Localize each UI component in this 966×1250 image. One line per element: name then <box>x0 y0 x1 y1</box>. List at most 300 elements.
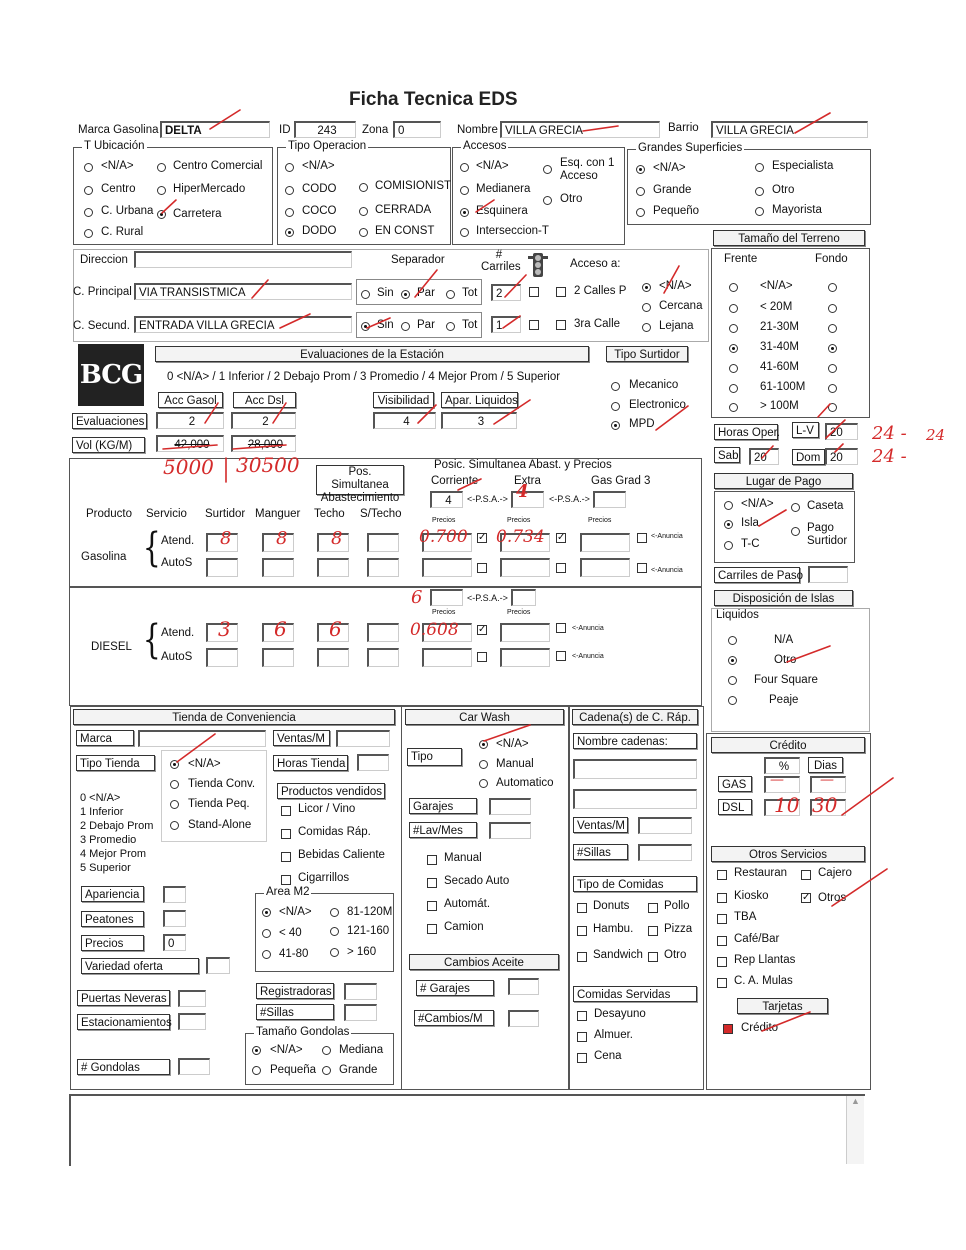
islas-radio-na[interactable] <box>728 636 737 645</box>
page-title: Ficha Tecnica EDS <box>349 89 518 110</box>
area-radio-40[interactable] <box>262 929 271 938</box>
tienda-ventas-label: Ventas/M <box>273 730 330 746</box>
terreno-frente-radio-2[interactable] <box>729 324 738 333</box>
area-radio-na[interactable] <box>262 908 271 917</box>
liquidos-label: Liquidos <box>716 609 759 621</box>
cw-check-label-1: Secado Auto <box>444 875 510 887</box>
dom-field[interactable]: 20 <box>825 448 858 465</box>
accesoa-radio-cercana[interactable] <box>642 303 651 312</box>
gs-radio-pequeno[interactable] <box>636 208 645 217</box>
sep-s-sin-label: Sin <box>377 319 394 331</box>
tienda-radio-conv[interactable] <box>170 780 179 789</box>
accesoa-radio-na[interactable] <box>642 283 651 292</box>
cb-producto-0[interactable] <box>281 806 291 816</box>
gs-radio-otro[interactable] <box>755 187 764 196</box>
ubic-radio-na[interactable] <box>84 163 93 172</box>
sep-s-sin[interactable] <box>361 322 370 331</box>
hand-dsl-val-2: 6 <box>329 617 342 641</box>
gas-anuncia-1: <-Anuncia <box>651 533 683 540</box>
corriente-label: Corriente <box>431 475 479 487</box>
acc-dsl-label: Acc Dsl <box>233 392 296 408</box>
tienda-header: Tienda de Conveniencia <box>73 709 395 725</box>
cb-carril-p1[interactable] <box>529 287 539 297</box>
tienda-radio-na[interactable] <box>170 760 179 769</box>
grandes-sup-legend: Grandes Superficies <box>638 142 743 154</box>
corriente-pos-field[interactable]: 4 <box>430 491 463 508</box>
acc-radio-esquinera[interactable] <box>460 208 469 217</box>
tipoop-radio-coco[interactable] <box>285 208 294 217</box>
col-servicio: Servicio <box>146 508 187 520</box>
apariencia-field[interactable] <box>163 886 186 903</box>
dsl-precio-b-1[interactable] <box>500 648 550 667</box>
posic-label: Posic. Simultanea Abast. y Precios <box>434 459 612 471</box>
col-producto: Producto <box>86 508 133 520</box>
notes-scrollbar[interactable] <box>846 1096 864 1164</box>
c-secund-field[interactable]: ENTRADA VILLA GRECIA <box>134 316 352 333</box>
hand-horas-weekend: 24 - <box>872 446 907 467</box>
servida-label-2: Cena <box>594 1050 622 1062</box>
gas-cell-1-2[interactable] <box>317 558 349 577</box>
col-manguer: Manguer <box>255 508 301 520</box>
cb-gas-corr-anuncia[interactable]: ✓ <box>478 532 487 543</box>
cb-gas-extra-anuncia[interactable]: ✓ <box>557 532 566 543</box>
gs-label-especialista: Especialista <box>772 160 834 172</box>
islas-header: Disposición de Islas <box>714 590 853 606</box>
cb-servida-2[interactable] <box>577 1053 587 1063</box>
visibilidad-field[interactable]: 4 <box>373 412 436 429</box>
diesel-pos-field-2[interactable] <box>511 589 536 606</box>
islas-label-na: N/A <box>774 634 794 646</box>
terreno-option-4: 41-60M <box>760 361 799 373</box>
label-kiosko: Kiosko <box>734 890 769 902</box>
cb-gas-g3-anuncia[interactable] <box>637 533 647 543</box>
terreno-fondo-radio-4[interactable] <box>828 364 837 373</box>
tienda-label-na: <N/A> <box>188 758 221 770</box>
terreno-fondo-radio-0[interactable] <box>828 283 837 292</box>
barrio-label: Barrio <box>668 122 699 134</box>
tienda-label-peq: Tienda Peq. <box>188 798 250 810</box>
cb-tba[interactable] <box>717 914 727 924</box>
gas-atend-label: Atend. <box>161 535 195 547</box>
ubic-radio-hiper[interactable] <box>157 186 166 195</box>
islas-radio-peaje[interactable] <box>728 696 737 705</box>
c-secund-label: C. Secund. <box>73 320 130 332</box>
gond-radio-na[interactable] <box>252 1046 261 1055</box>
col-surtidor: Surtidor <box>205 508 246 520</box>
islas-label-otro: Otro <box>774 654 797 666</box>
tienda-marca-label: Marca <box>76 730 134 746</box>
tipoop-label-comis: COMISIONIST <box>375 180 452 192</box>
terreno-fondo-radio-6[interactable] <box>828 403 837 412</box>
carriles-paso-field[interactable] <box>808 566 848 583</box>
gond-label-grande: Grande <box>339 1064 378 1076</box>
cw-check-label-3: Camion <box>444 921 484 933</box>
cb-tipo-comida-5[interactable] <box>648 952 658 962</box>
marca-label: Marca Gasolina <box>78 124 159 136</box>
tienda-label-stand: Stand-Alone <box>188 819 252 831</box>
cadenas-header: Cadena(s) de C. Ráp. <box>572 709 698 725</box>
pos-sim-label: Pos. Simultanea Abastecimiento <box>316 465 404 495</box>
ubic-label-hiper: HiperMercado <box>173 183 246 195</box>
nombre-field[interactable]: VILLA GRECIA <box>500 121 660 138</box>
id-field[interactable]: 243 <box>294 121 356 138</box>
cb-gas-autos-3[interactable] <box>637 563 647 573</box>
cb-dsl-autos-2[interactable] <box>556 651 566 661</box>
terreno-fondo-radio-3[interactable] <box>828 344 837 353</box>
estac-label: Estacionamientos <box>77 1014 170 1030</box>
diesel-pos-field[interactable] <box>430 589 463 606</box>
terreno-frente-radio-4[interactable] <box>729 364 738 373</box>
tipoop-label-cerrada: CERRADA <box>375 204 432 216</box>
pago-radio-tc[interactable] <box>724 541 733 550</box>
acc-label-esquinera: Esquinera <box>476 205 528 217</box>
dsl-cell-1-1[interactable] <box>262 648 294 667</box>
zona-field[interactable]: 0 <box>393 121 441 138</box>
gas-precio-extra-1[interactable] <box>500 558 550 577</box>
sep-s-tot[interactable] <box>446 322 455 331</box>
tienda-scale-3: 3 Promedio <box>80 834 137 846</box>
carriles-label: # Carriles <box>481 249 521 273</box>
sep-p-tot[interactable] <box>446 290 455 299</box>
cb-tipo-comida-4[interactable] <box>577 952 587 962</box>
scroll-up-icon[interactable]: ▲ <box>851 1096 860 1106</box>
gas-precio-g3-1[interactable] <box>580 558 630 577</box>
ubic-radio-cc[interactable] <box>157 163 166 172</box>
tienda-sillas-field[interactable] <box>344 1004 377 1021</box>
producto-label-0: Licor / Vino <box>298 803 356 815</box>
hand-credito-gas-dias: — <box>820 772 834 788</box>
gas-cell-0-3[interactable] <box>367 533 399 552</box>
tipo-tienda-label: Tipo Tienda <box>76 755 155 771</box>
cb-tipo-comida-2[interactable] <box>577 926 587 936</box>
dsl-cell-0-3[interactable] <box>367 623 399 642</box>
ubic-radio-centro[interactable] <box>84 186 93 195</box>
peatones-field[interactable] <box>163 910 186 927</box>
acc-radio-intersec[interactable] <box>460 228 469 237</box>
cw-label-na: <N/A> <box>496 738 529 750</box>
terreno-frente-radio-3[interactable] <box>729 344 738 353</box>
gond-radio-pequena[interactable] <box>252 1066 261 1075</box>
cadenas-sillas-label: #Sillas <box>573 844 628 860</box>
cw-radio-manual[interactable] <box>479 760 488 769</box>
terreno-fondo-radio-2[interactable] <box>828 324 837 333</box>
sab-field[interactable]: 20 <box>749 448 779 465</box>
dsl-cell-1-0[interactable] <box>206 648 238 667</box>
acc-radio-otro[interactable] <box>543 196 552 205</box>
dsl-cell-1-3[interactable] <box>367 648 399 667</box>
cadenas-ventas-field[interactable] <box>638 817 692 834</box>
cw-label-auto: Automatico <box>496 777 554 789</box>
terreno-option-3: 31-40M <box>760 341 799 353</box>
tipoop-radio-na[interactable] <box>285 163 294 172</box>
terreno-option-2: 21-30M <box>760 321 799 333</box>
ubic-label-na: <N/A> <box>101 160 134 172</box>
gond-label-na: <N/A> <box>270 1044 303 1056</box>
area-label-40: < 40 <box>279 927 302 939</box>
hand-extra-pos: 4 <box>516 481 529 502</box>
accesoa-label-na: <N/A> <box>659 280 692 292</box>
barrio-field[interactable]: VILLA GRECIA <box>711 121 868 138</box>
registradoras-field[interactable] <box>344 983 377 1000</box>
num-gondolas-field[interactable] <box>178 1058 210 1075</box>
islas-group <box>711 608 870 732</box>
nombre-label: Nombre <box>457 124 498 136</box>
cb-servida-0[interactable] <box>577 1011 587 1021</box>
lugar-pago-header: Lugar de Pago <box>714 473 853 489</box>
accesoa-label-lejana: Lejana <box>659 320 694 332</box>
label-tba: TBA <box>734 911 757 923</box>
gond-radio-grande[interactable] <box>322 1066 331 1075</box>
terreno-fondo-radio-5[interactable] <box>828 384 837 393</box>
area-radio-160[interactable] <box>330 948 339 957</box>
accesos-legend: Accesos <box>463 140 507 152</box>
cb-tipo-comida-3[interactable] <box>648 926 658 936</box>
acc-label-na: <N/A> <box>476 160 509 172</box>
tienda-radio-peq[interactable] <box>170 800 179 809</box>
tienda-ventas-field[interactable] <box>336 730 390 747</box>
tipoop-radio-enconst[interactable] <box>359 228 368 237</box>
gasolina-label: Gasolina <box>81 551 127 563</box>
lv-field[interactable]: 20 <box>825 423 858 440</box>
c-principal-field[interactable]: VIA TRANSISTMICA <box>134 283 352 300</box>
servida-label-1: Almuer. <box>594 1029 633 1041</box>
grad3-pos-field[interactable] <box>593 491 626 508</box>
terreno-frente-radio-0[interactable] <box>729 283 738 292</box>
cb-gas-autos-2[interactable] <box>556 563 566 573</box>
acc-dsl-field[interactable]: 2 <box>231 412 296 429</box>
gas-grad3-label: Gas Grad 3 <box>591 475 651 487</box>
gas-cell-1-0[interactable] <box>206 558 238 577</box>
variedad-field[interactable] <box>206 957 230 974</box>
cadenas-sillas-field[interactable] <box>638 844 692 861</box>
notes-area[interactable] <box>69 1094 865 1166</box>
surtidor-radio-electronico[interactable] <box>611 402 620 411</box>
marca-field[interactable]: DELTA <box>160 121 270 138</box>
cb-gas-autos-1[interactable] <box>477 563 487 573</box>
puertas-field[interactable] <box>178 990 206 1007</box>
terreno-fondo-radio-1[interactable] <box>828 304 837 313</box>
area-radio-41[interactable] <box>262 950 271 959</box>
area-label-na: <N/A> <box>279 906 312 918</box>
terreno-frente-radio-5[interactable] <box>729 384 738 393</box>
dsl-precio-1[interactable] <box>422 648 472 667</box>
area-label-41: 41-80 <box>279 948 309 960</box>
cb-dsl-anuncia-1[interactable]: ✓ <box>478 624 487 635</box>
gas-cell-1-1[interactable] <box>262 558 294 577</box>
cb-cafebar[interactable] <box>717 936 727 946</box>
carriles-principal-field[interactable]: 2 <box>491 284 521 301</box>
tipoop-label-na: <N/A> <box>302 160 335 172</box>
gas-precio-corr-1[interactable] <box>422 558 472 577</box>
gas-autos-label: AutoS <box>161 557 193 569</box>
pago-radio-surtidor[interactable] <box>791 527 800 536</box>
sep-p-tot-label: Tot <box>462 287 478 299</box>
acc-radio-medianera[interactable] <box>460 186 469 195</box>
tienda-radio-stand[interactable] <box>170 821 179 830</box>
cw-lav-label: #Lav/Mes <box>409 822 477 838</box>
cb-cw-2[interactable] <box>427 901 437 911</box>
precios-label-3: Precios <box>588 517 612 524</box>
sab-label: Sab <box>714 447 740 463</box>
tipoop-radio-cerrada[interactable] <box>359 207 368 216</box>
surtidor-radio-mpd[interactable] <box>611 421 620 430</box>
acc-radio-na[interactable] <box>460 163 469 172</box>
tipoop-radio-comis[interactable] <box>359 183 368 192</box>
tienda-scale-5: 5 Superior <box>80 862 131 874</box>
pago-radio-na[interactable] <box>724 501 733 510</box>
cb-restauran[interactable] <box>717 870 727 880</box>
accesoa-radio-lejana[interactable] <box>642 323 651 332</box>
area-radio-121[interactable] <box>330 927 339 936</box>
horas-tienda-field[interactable] <box>357 754 389 771</box>
cb-2calles[interactable] <box>556 287 566 297</box>
tipoop-radio-dodo[interactable] <box>285 228 294 237</box>
cambios-mes-field[interactable] <box>508 1010 539 1027</box>
dsl-cell-1-2[interactable] <box>317 648 349 667</box>
gs-radio-especialista[interactable] <box>755 163 764 172</box>
gond-radio-mediana[interactable] <box>322 1046 331 1055</box>
cb-dsl-autos-1[interactable] <box>477 652 487 662</box>
cb-tipo-comida-0[interactable] <box>577 903 587 913</box>
cb-dsl-anuncia-2[interactable] <box>556 623 566 633</box>
psa-label-1: <-P.S.A.-> <box>467 494 508 504</box>
cb-producto-2[interactable] <box>281 852 291 862</box>
tipo-comidas-label: Tipo de Comidas <box>573 876 697 892</box>
cb-cajero[interactable] <box>801 870 811 880</box>
vol-gas-field[interactable]: 42,000 <box>156 435 224 452</box>
pago-label-surtidor: Pago Surtidor <box>807 522 848 547</box>
tienda-precios-label: Precios <box>81 935 144 951</box>
cb-cw-0[interactable] <box>427 855 437 865</box>
estac-field[interactable] <box>178 1013 206 1030</box>
c-principal-label: C. Principal <box>73 286 132 298</box>
terreno-frente-radio-1[interactable] <box>729 304 738 313</box>
hand-credito-dsl-dias: 30 <box>812 793 838 817</box>
apar-liquidos-field[interactable]: 3 <box>441 412 517 429</box>
cb-producto-1[interactable] <box>281 829 291 839</box>
cb-mulas[interactable] <box>717 978 727 988</box>
cb-kiosko[interactable] <box>717 893 727 903</box>
sep-p-sin[interactable] <box>361 290 370 299</box>
islas-radio-otro[interactable] <box>728 656 737 665</box>
col-stecho: S/Techo <box>360 508 402 520</box>
islas-radio-four[interactable] <box>728 676 737 685</box>
hand-gas-precio-corr: 0.700 <box>419 527 468 547</box>
ubic-label-urbana: C. Urbana <box>101 205 154 217</box>
pago-radio-caseta[interactable] <box>791 503 800 512</box>
tienda-sillas-label: #Sillas <box>256 1004 334 1020</box>
sep-s-par[interactable] <box>401 322 410 331</box>
gas-precio-g3-0[interactable] <box>580 533 630 552</box>
carriles-paso-label: Carriles de Paso <box>714 567 800 583</box>
nombre-cadenas-field-1[interactable] <box>573 759 697 779</box>
tipo-comida-label-4: Sandwich <box>593 949 643 961</box>
tienda-scale-2: 2 Debajo Prom <box>80 820 154 832</box>
productos-vendidos-label: Productos vendidos <box>277 783 385 799</box>
visibilidad-label: Visibilidad <box>373 392 434 408</box>
psa-label-3: <-P.S.A.-> <box>467 593 508 603</box>
cb-otros[interactable]: ✓ <box>802 892 811 903</box>
tienda-precios-field[interactable]: 0 <box>163 934 186 951</box>
cw-radio-na[interactable] <box>479 740 488 749</box>
area-radio-81[interactable] <box>330 908 339 917</box>
tipoop-radio-codo[interactable] <box>285 186 294 195</box>
nombre-cadenas-field-2[interactable] <box>573 789 697 809</box>
cb-rep-llantas[interactable] <box>717 957 727 967</box>
area-label-160: > 160 <box>347 946 377 958</box>
tienda-marca-field[interactable] <box>138 730 266 747</box>
acc-radio-esq1[interactable] <box>543 165 552 174</box>
vol-dsl-field[interactable]: 28,000 <box>231 435 296 452</box>
cambios-mes-label: #Cambios/M <box>414 1010 494 1026</box>
precios-label-4: Precios <box>432 609 456 616</box>
sep-p-par[interactable] <box>401 290 410 299</box>
surtidor-label-mpd: MPD <box>629 418 655 430</box>
terreno-option-6: > 100M <box>760 400 799 412</box>
cb-3racalle[interactable] <box>556 320 566 330</box>
dsl-precio-b-0[interactable] <box>500 623 550 642</box>
apariencia-label: Apariencia <box>81 886 144 902</box>
ubic-radio-rural[interactable] <box>84 229 93 238</box>
hand-credito-dsl-pct: 10 <box>774 793 800 817</box>
cb-producto-3[interactable] <box>281 875 291 885</box>
tienda-scale-4: 4 Mejor Prom <box>80 848 147 860</box>
producto-label-1: Comidas Ráp. <box>298 826 371 838</box>
separador-label: Separador <box>391 254 445 266</box>
cb-cw-1[interactable] <box>427 878 437 888</box>
gondolas-group <box>245 1026 394 1085</box>
cb-tipo-comida-1[interactable] <box>648 903 658 913</box>
cambios-garajes-label: # Garajes <box>416 980 494 996</box>
carriles-secund-field[interactable]: 1 <box>491 316 521 333</box>
sep-s-tot-label: Tot <box>462 319 478 331</box>
cw-radio-auto[interactable] <box>479 779 488 788</box>
tipo-comida-label-2: Hambu. <box>593 923 634 935</box>
servida-label-0: Desayuno <box>594 1008 646 1020</box>
evaluaciones-label: Evaluaciones <box>72 413 147 429</box>
cb-cw-3[interactable] <box>427 924 437 934</box>
label-rep-llantas: Rep Llantas <box>734 954 796 966</box>
cambios-garajes-field[interactable] <box>508 978 539 995</box>
acc-gasol-label: Acc Gasol <box>158 392 223 408</box>
hand-vol-gas: 5000 <box>163 455 214 479</box>
direccion-field[interactable] <box>134 251 352 268</box>
ubic-radio-carretera[interactable] <box>157 210 166 219</box>
acc-gasol-field[interactable]: 2 <box>156 412 224 429</box>
terreno-frente-radio-6[interactable] <box>729 403 738 412</box>
pago-radio-isla[interactable] <box>724 520 733 529</box>
surtidor-radio-mecanico[interactable] <box>611 382 620 391</box>
cb-tarjeta-credito[interactable] <box>723 1024 733 1034</box>
gs-radio-na[interactable] <box>636 165 645 174</box>
cb-servida-1[interactable] <box>577 1032 587 1042</box>
gs-label-otro: Otro <box>772 184 795 196</box>
gs-radio-grande[interactable] <box>636 187 645 196</box>
cw-garajes-field[interactable] <box>489 798 531 815</box>
lv-label: L-V <box>792 422 819 438</box>
diesel-label: DIESEL <box>91 641 132 653</box>
ubic-radio-urbana[interactable] <box>84 208 93 217</box>
tercera-calle-label: 3ra Calle <box>574 318 621 330</box>
vol-label: Vol (KG/M) <box>72 437 145 453</box>
cw-lav-field[interactable] <box>489 822 531 839</box>
gas-cell-1-3[interactable] <box>367 558 399 577</box>
cambios-header: Cambios Aceite <box>409 954 559 970</box>
gs-radio-mayorista[interactable] <box>755 207 764 216</box>
gas-anuncia-2: <-Anuncia <box>651 567 683 574</box>
area-legend: Area M2 <box>266 886 310 898</box>
cb-carril-s1[interactable] <box>529 320 539 330</box>
